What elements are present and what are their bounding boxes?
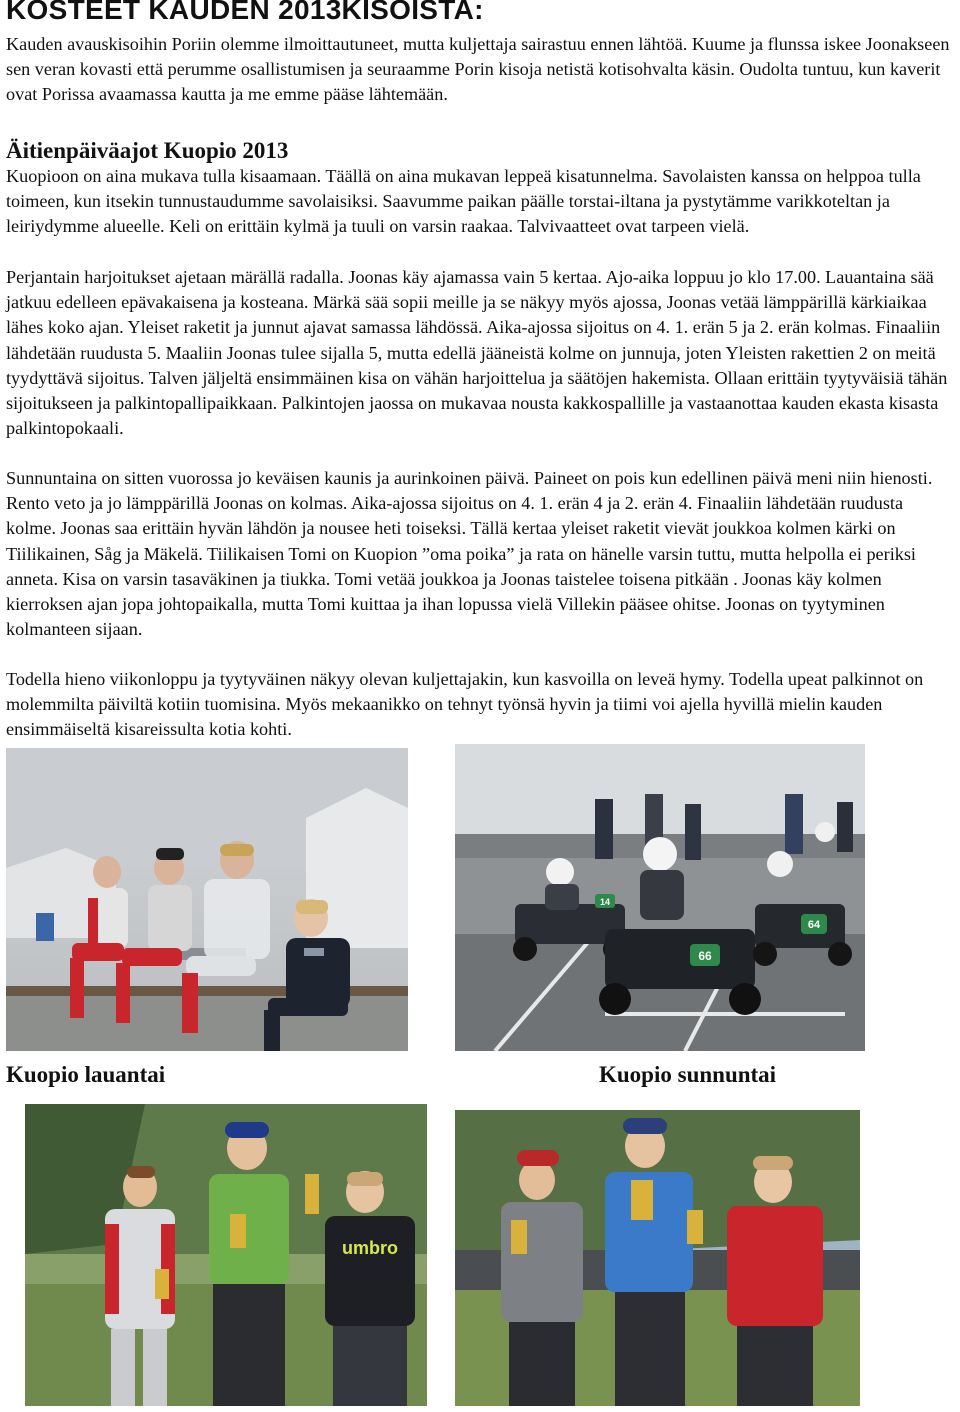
photo-sunday-karts [455, 744, 865, 1051]
section-paragraph-2: Perjantain harjoitukset ajetaan märällä radalla. Joonas käy ajamassa vain 5 kertaa. Ajo-aika loppuu jo klo 17.00. Lauantaina sää jatkuu edelleen epävakaisena ja kosteana. Märkä sää sopii meille ja se näkyy myös ajossa, Joonas vetää lämppärillä kärkiaikaa lähes koko ajan. Yleiset raketit ja junnut ajavat samassa lähdössä. Aika-ajossa sijoitus on 4. 1. erän 5 ja 2. erän kolmas. Finaaliin lähdetään ruudusta 5. Maaliin Joonas tulee sijalla 5, mutta edellä jääneistä kolme on junnuja, joten Yleisten rakettien 2 on meitä tyydyttävä sijoitus. Talven jäljeltä ensimmäinen kisa on vähän harjoittelua ja säätöjen hakemista. Ollaan erittäin tyytyväisiä tähän sijoitukseen ja palkintopallipaikkaan. Palkintojen jaossa on mukavaa nousta kakkospallille ja vastaanottaa kauden ekasta kisasta palkintopokaali. [6, 267, 948, 439]
section-paragraph-1: Kuopioon on aina mukava tulla kisaamaan. Täällä on aina mukavan leppeä kisatunnelma. Savolaisten kanssa on helppoa tulla toimeen, kun itsekin tunnustaudumme savolaisiksi. Saavumme paikan päälle torstai-iltana ja pystytämme varikkoteltan ja leiriydymme alueelle. Keli on erittäin kylmä ja tuuli on varsin raakaa. Talvivaatteet ovat tarpeen vielä. [6, 166, 921, 237]
photo-podium-sunday-icon [455, 1110, 860, 1406]
section-heading: Äitienpäiväajot Kuopio 2013 [6, 138, 289, 163]
page-title: KOSTEET KAUDEN 2013KISOISTA: [6, 0, 484, 25]
intro-paragraph: Kauden avauskisoihin Poriin olemme ilmoittautuneet, mutta kuljettaja sairastuu ennen lähtöä. Kuume ja flunssa iskee Joonakseen sen veran kovasti että perumme osallistumisen ja seuraamme Porin kisoja netistä kotisohvalta käsin. Oudolta tuntuu, kun kaverit ovat Porissa avaamassa kautta ja me emme pääse lähtemään. [6, 34, 950, 105]
kart-number: 64 [807, 919, 821, 931]
kart-number: 14 [599, 897, 611, 907]
photo-karts-on-grid-icon [455, 744, 865, 1051]
section-paragraph-3: Sunnuntaina on sitten vuorossa jo keväisen kaunis ja aurinkoinen päivä. Paineet on pois kun edellinen päivä meni niin hienosti. Rento veto ja jo lämppärillä Joonas on kolmas. Aika-ajossa sijoitus on 4. 1. erän 4 ja 2. erän 4. Finaaliin lähdetään ruudusta kolme. Joonas saa erittäin hyvän lähdön ja nousee heti toiseksi. Tällä kertaa yleiset raketit vievät joukkoa kolmen kärki on Tiilikainen, Såg ja Mäkelä. Tiilikaisen Tomi on Kuopion ”oma poika” ja rata on hänelle varsin tuttu, mutta helpolla ei periksi anneta. Kisa on varsin tasaväkinen ja tiukka. Tomi vetää joukkoa ja Joonas taistelee toisena pitkään . Joonas käy kolmen kierroksen ajan jopa johtopaikalla, mutta Tomi kuittaa ja ihan lopussa vielä Villekin pääsee ohitse. Joonas on tyytyminen kolmanteen sijaan. [6, 468, 933, 640]
photo-saturday-drivers [6, 748, 408, 1051]
photo-drivers-on-fence-icon [6, 748, 408, 1051]
photo-sunday-podium [455, 1110, 860, 1406]
shirt-logo-text: umbro [342, 1238, 398, 1258]
caption-saturday: Kuopio lauantai [6, 1062, 166, 1087]
photo-saturday-podium [25, 1104, 427, 1406]
caption-sunday: Kuopio sunnuntai [599, 1062, 777, 1087]
photo-podium-saturday-icon [25, 1104, 427, 1406]
kart-number: 66 [698, 949, 712, 963]
section-paragraph-4: Todella hieno viikonloppu ja tyytyväinen näkyy olevan kuljettajakin, kun kasvoilla on leveä hymy. Todella upeat palkinnot on molemmilta päiviltä kotiin tuomisina. Myös mekaanikko on tehnyt työnsä hyvin ja tiimi voi ajella hyvillä mielin kauden ensimmäiseltä kisareissulta kotia kohti. [6, 669, 924, 740]
